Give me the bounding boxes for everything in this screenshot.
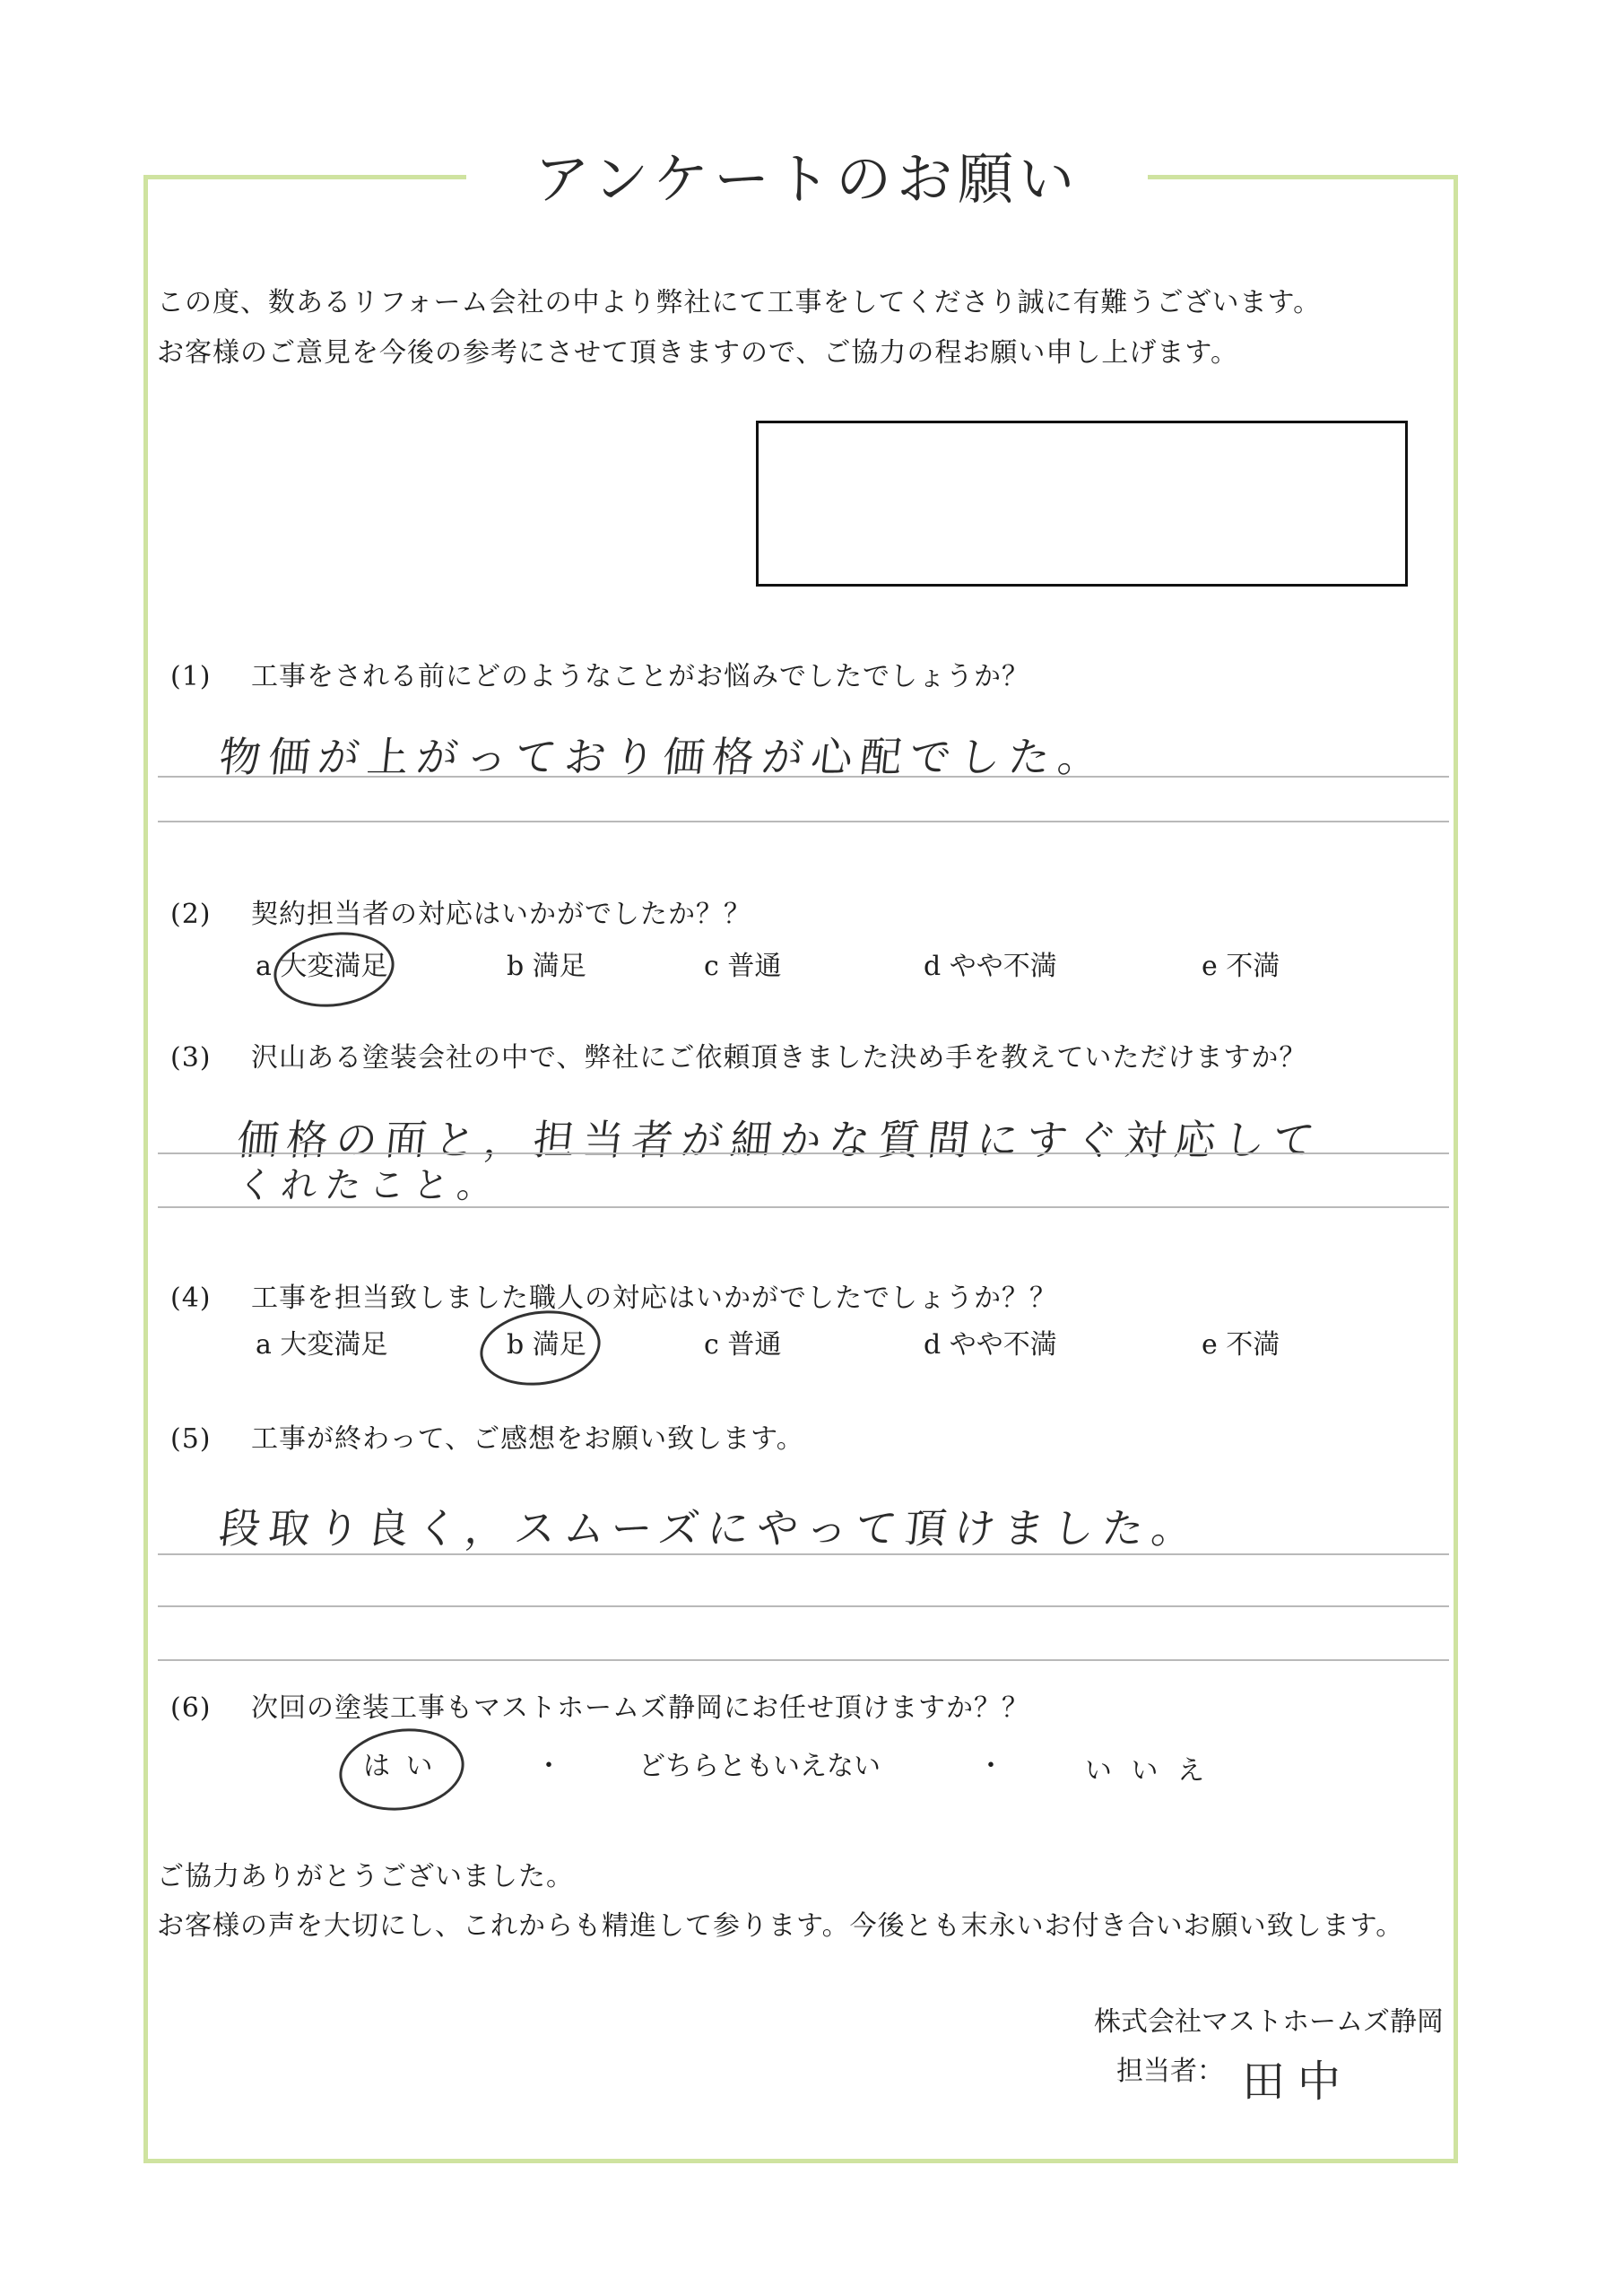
- question-2-option-a[interactable]: a 大変満足: [256, 951, 388, 982]
- staff-label: 担当者：: [1116, 2056, 1224, 2087]
- question-4-number: (4): [170, 1283, 212, 1314]
- closing-line-2: お客様の声を大切にし、これからも精進して参ります。今後とも末永いお付き合いお願い致します。: [157, 1910, 1404, 1942]
- answer-line: [158, 821, 1449, 822]
- question-1-answer[interactable]: 物価が上がっており価格が心配でした。: [216, 733, 1110, 781]
- question-5: [170, 1422, 804, 1457]
- answer-line: [158, 1206, 1449, 1208]
- answer-line: [158, 1152, 1449, 1154]
- answer-line: [158, 1659, 1449, 1661]
- question-6-number: (6): [170, 1692, 212, 1724]
- question-1-number: (1): [170, 661, 212, 692]
- answer-line: [158, 1605, 1449, 1607]
- question-4-text: 工事を担当致しました職人の対応はいかがでしたでしょうか？？: [251, 1283, 1057, 1314]
- question-2-text: 契約担当者の対応はいかがでしたか？？: [251, 899, 751, 930]
- question-2: [170, 897, 751, 933]
- company-name: 株式会社マストホームズ静岡: [1094, 2006, 1444, 2038]
- question-4-option-c[interactable]: c 普通: [704, 1329, 782, 1361]
- answer-line: [158, 776, 1449, 778]
- question-3-text: 沢山ある塗装会社の中で、弊社にご依頼頂きました決め手を教えていただけますか？: [251, 1042, 1307, 1074]
- question-2-option-b[interactable]: b 満足: [507, 951, 586, 982]
- question-3-number: (3): [170, 1042, 212, 1074]
- closing-text: [157, 1852, 1403, 1951]
- question-4-option-e[interactable]: e 不満: [1202, 1329, 1280, 1361]
- question-6-text: 次回の塗装工事もマストホームズ静岡にお任せ頂けますか？？: [251, 1692, 1029, 1724]
- question-5-answer[interactable]: 段取り良く，スムーズにやって頂けました。: [216, 1504, 1204, 1552]
- staff-name-handwritten: 田中: [1242, 2057, 1354, 2107]
- question-2-option-c[interactable]: c 普通: [704, 951, 782, 982]
- question-6-option-yes[interactable]: は い: [363, 1751, 437, 1782]
- question-3: [170, 1040, 1306, 1076]
- intro-text: [157, 278, 1321, 378]
- option-separator: ・: [535, 1751, 562, 1782]
- closing-line-1: ご協力ありがとうございました。: [157, 1861, 574, 1892]
- question-6: [170, 1691, 1029, 1726]
- question-4: [170, 1281, 1057, 1317]
- question-5-number: (5): [170, 1423, 212, 1455]
- question-3-answer-line-1[interactable]: 価格の面と，担当者が細かな質問にすぐ対応して: [234, 1116, 1325, 1164]
- question-3-answer-line-2[interactable]: くれたこと。: [235, 1165, 504, 1206]
- question-2-number: (2): [170, 899, 212, 930]
- question-4-option-d[interactable]: d やや不満: [924, 1329, 1057, 1361]
- question-4-option-a[interactable]: a 大変満足: [256, 1329, 388, 1361]
- intro-line-1: この度、数あるリフォーム会社の中より弊社にて工事をしてくださり誠に有難うございます。: [157, 287, 1322, 318]
- intro-line-2: お客様のご意見を今後の参考にさせて頂きますので、ご協力の程お願い申し上げます。: [157, 337, 1238, 369]
- question-4-option-b[interactable]: b 満足: [507, 1329, 586, 1361]
- question-5-text: 工事が終わって、ご感想をお願い致します。: [251, 1423, 804, 1455]
- question-2-option-d[interactable]: d やや不満: [924, 951, 1057, 982]
- page-title: アンケートのお願い: [466, 144, 1148, 215]
- question-6-option-neutral[interactable]: どちらともいえない: [638, 1751, 881, 1782]
- question-6-option-no[interactable]: い い え: [1085, 1755, 1211, 1787]
- option-separator: ・: [977, 1751, 1004, 1782]
- redacted-customer-box: [756, 421, 1408, 587]
- question-1-text: 工事をされる前にどのようなことがお悩みでしたでしょうか？: [251, 661, 1029, 692]
- question-1: [170, 659, 1029, 695]
- answer-line: [158, 1553, 1449, 1555]
- question-2-option-e[interactable]: e 不満: [1202, 951, 1280, 982]
